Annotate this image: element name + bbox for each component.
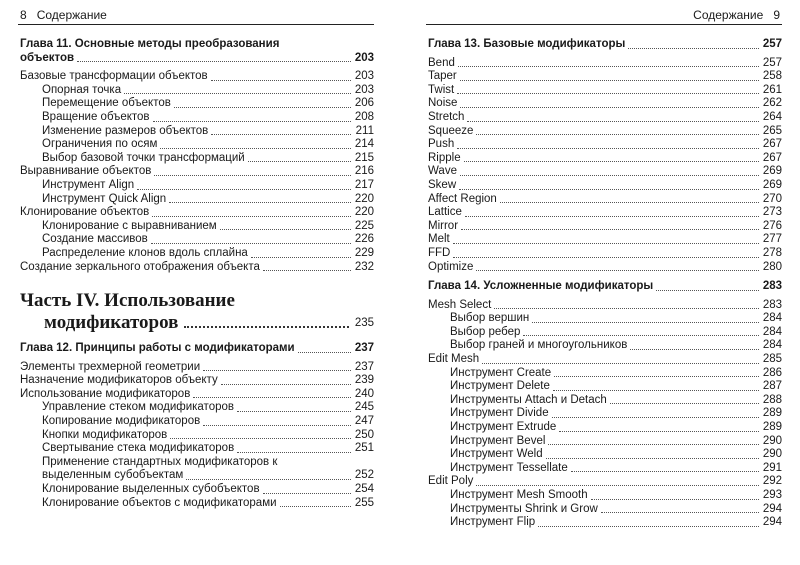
entry-title: Выбор граней и многоугольников bbox=[450, 339, 628, 352]
dot-leader bbox=[151, 242, 351, 244]
toc-entry[interactable] bbox=[428, 353, 782, 367]
entry-title: Skew bbox=[428, 178, 457, 191]
running-head: Содержание bbox=[693, 8, 764, 22]
toc-right bbox=[428, 38, 782, 530]
toc-entry[interactable] bbox=[20, 361, 374, 375]
dot-leader bbox=[476, 133, 759, 135]
dot-leader bbox=[628, 47, 759, 49]
toc-entry[interactable] bbox=[20, 179, 374, 193]
dot-leader bbox=[203, 369, 351, 371]
page-ref: 269 bbox=[762, 178, 782, 191]
page-ref: 289 bbox=[762, 407, 782, 420]
entry-title: Изменение размеров объектов bbox=[42, 124, 209, 137]
toc-entry[interactable] bbox=[428, 179, 782, 193]
chapter-11-entries bbox=[20, 70, 374, 274]
toc-entry[interactable] bbox=[428, 70, 782, 84]
page-ref: 294 bbox=[762, 502, 782, 515]
dot-leader bbox=[559, 430, 759, 432]
running-head: Содержание bbox=[36, 8, 107, 22]
dot-leader bbox=[460, 174, 759, 176]
dot-leader bbox=[453, 242, 759, 244]
dot-leader bbox=[453, 256, 759, 258]
dot-leader bbox=[251, 256, 351, 258]
page-ref: 285 bbox=[762, 353, 782, 366]
page-ref: 251 bbox=[354, 442, 374, 455]
toc-entry[interactable] bbox=[20, 70, 374, 84]
page-ref: 280 bbox=[762, 260, 782, 273]
page-ref: 269 bbox=[762, 165, 782, 178]
entry-title: Инструмент Bevel bbox=[450, 434, 546, 447]
dot-leader bbox=[476, 484, 759, 486]
page-number: 8 bbox=[20, 8, 27, 22]
page-ref: 287 bbox=[762, 380, 782, 393]
dot-leader bbox=[280, 505, 351, 507]
entry-title: FFD bbox=[428, 246, 451, 259]
dot-leader bbox=[460, 106, 759, 108]
chapter-13-entries bbox=[428, 57, 782, 275]
page-ref: 265 bbox=[762, 124, 782, 137]
entry-title: Bend bbox=[428, 56, 455, 69]
entry-title: Выбор базовой точки трансформаций bbox=[42, 151, 245, 164]
entry-title: Инструмент Tessellate bbox=[450, 461, 568, 474]
entry-title: Ограничения по осям bbox=[42, 138, 158, 151]
page-ref: 252 bbox=[354, 469, 374, 482]
dot-leader bbox=[237, 451, 351, 453]
toc-entry[interactable] bbox=[428, 326, 782, 340]
page-ref: 237 bbox=[354, 360, 374, 373]
toc-entry[interactable] bbox=[20, 415, 374, 429]
entry-title: Создание зеркального отображения объекта bbox=[20, 260, 260, 273]
page-number: 9 bbox=[773, 8, 780, 22]
entry-title: Noise bbox=[428, 97, 458, 110]
entry-title: Инструмент Delete bbox=[450, 380, 550, 393]
toc-entry[interactable] bbox=[20, 138, 374, 152]
dot-leader bbox=[457, 92, 759, 94]
entry-title: Клонирование выделенных субобъектов bbox=[42, 483, 260, 496]
entry-title: Инструмент Flip bbox=[450, 516, 536, 529]
entry-title: Squeeze bbox=[428, 124, 474, 137]
page-ref: 262 bbox=[762, 97, 782, 110]
page-ref: 232 bbox=[354, 260, 374, 273]
dot-leader bbox=[591, 498, 759, 500]
dot-leader bbox=[248, 160, 351, 162]
entry-title: Использование модификаторов bbox=[20, 387, 191, 400]
page-header bbox=[20, 8, 107, 22]
chapter-13-heading[interactable] bbox=[428, 38, 782, 52]
dot-leader bbox=[193, 396, 351, 398]
page-ref: 245 bbox=[354, 401, 374, 414]
part-title-line2: модификаторов bbox=[44, 312, 179, 334]
dot-leader bbox=[211, 79, 351, 81]
page-ref: 250 bbox=[354, 428, 374, 441]
dot-leader bbox=[656, 289, 759, 291]
dot-leader bbox=[553, 389, 759, 391]
dot-leader bbox=[532, 321, 759, 323]
page-ref: 255 bbox=[354, 496, 374, 509]
page-ref: 206 bbox=[354, 97, 374, 110]
toc-entry[interactable] bbox=[428, 475, 782, 489]
page-ref: 283 bbox=[762, 298, 782, 311]
toc-entry[interactable] bbox=[428, 111, 782, 125]
chapter-14-heading[interactable] bbox=[428, 280, 782, 294]
dot-leader bbox=[211, 133, 351, 135]
toc-entry[interactable] bbox=[428, 367, 782, 381]
dot-leader bbox=[137, 188, 351, 190]
dot-leader bbox=[552, 416, 759, 418]
toc-entry[interactable] bbox=[428, 84, 782, 98]
dot-leader bbox=[467, 120, 759, 122]
page-ref: 226 bbox=[354, 233, 374, 246]
dot-leader bbox=[610, 402, 759, 404]
page-ref: 290 bbox=[762, 434, 782, 447]
toc-entry[interactable] bbox=[428, 503, 782, 517]
dot-leader bbox=[237, 410, 351, 412]
dot-leader bbox=[457, 147, 759, 149]
entry-title: Опорная точка bbox=[42, 83, 122, 96]
page-ref: 225 bbox=[354, 219, 374, 232]
dot-leader bbox=[153, 120, 351, 122]
page-ref: 203 bbox=[354, 51, 374, 64]
chapter-title-line2: объектов bbox=[20, 51, 75, 64]
chapter-12-entries bbox=[20, 361, 374, 456]
dot-leader bbox=[221, 383, 351, 385]
entry-title: Перемещение объектов bbox=[42, 97, 171, 110]
toc-entry[interactable] bbox=[428, 462, 782, 476]
toc-entry[interactable] bbox=[428, 193, 782, 207]
entry-title: Назначение модификаторов объекту bbox=[20, 374, 218, 387]
toc-entry[interactable] bbox=[428, 299, 782, 313]
toc-entry[interactable] bbox=[428, 421, 782, 435]
page-ref: 247 bbox=[354, 415, 374, 428]
entry-title: Инструмент Extrude bbox=[450, 421, 557, 434]
dot-leader bbox=[461, 228, 759, 230]
page-ref: 278 bbox=[762, 246, 782, 259]
dot-leader bbox=[460, 79, 759, 81]
chapter-14-entries bbox=[428, 299, 782, 530]
toc-entry[interactable] bbox=[428, 516, 782, 530]
entry-title: Выравнивание объектов bbox=[20, 165, 152, 178]
entry-title: Optimize bbox=[428, 260, 474, 273]
toc-entry[interactable] bbox=[428, 380, 782, 394]
entry-title: Stretch bbox=[428, 110, 465, 123]
page-ref: 292 bbox=[762, 475, 782, 488]
entry-title: Клонирование с выравниванием bbox=[42, 219, 217, 232]
dot-leader bbox=[186, 478, 351, 480]
toc-entry[interactable] bbox=[428, 407, 782, 421]
entry-title: Управление стеком модификаторов bbox=[42, 401, 234, 414]
dot-leader bbox=[630, 348, 759, 350]
toc-entry[interactable] bbox=[428, 206, 782, 220]
page-ref: 237 bbox=[354, 342, 374, 355]
page-ref: 286 bbox=[762, 366, 782, 379]
entry-title: Инструменты Shrink и Grow bbox=[450, 502, 598, 515]
dot-leader bbox=[152, 215, 351, 217]
toc-entry[interactable] bbox=[20, 233, 374, 247]
toc-entry[interactable] bbox=[20, 261, 374, 275]
toc-entry[interactable] bbox=[20, 247, 374, 261]
toc-entry[interactable] bbox=[428, 57, 782, 71]
page-ref: 284 bbox=[762, 312, 782, 325]
chapter-title: Глава 12. Принципы работы с модификаторами bbox=[20, 342, 295, 355]
page-ref: 267 bbox=[762, 151, 782, 164]
page-ref: 284 bbox=[762, 325, 782, 338]
toc-entry[interactable] bbox=[428, 312, 782, 326]
dot-leader bbox=[464, 160, 759, 162]
page-ref: 267 bbox=[762, 138, 782, 151]
page-ref: 294 bbox=[762, 516, 782, 529]
page-ref: 254 bbox=[354, 483, 374, 496]
entry-title-line1: Применение стандартных модификаторов к bbox=[42, 455, 278, 468]
toc-entry[interactable] bbox=[428, 97, 782, 111]
dot-leader bbox=[523, 334, 759, 336]
entry-title: Создание массивов bbox=[42, 233, 148, 246]
page-ref: 203 bbox=[354, 83, 374, 96]
dot-leader bbox=[482, 362, 759, 364]
entry-title: Выбор ребер bbox=[450, 325, 521, 338]
page-ref: 258 bbox=[762, 70, 782, 83]
entry-title: Элементы трехмерной геометрии bbox=[20, 360, 201, 373]
entry-title: Вращение объектов bbox=[42, 110, 150, 123]
page-ref: 220 bbox=[354, 192, 374, 205]
dot-leader bbox=[298, 351, 351, 353]
page-ref: 290 bbox=[762, 448, 782, 461]
toc-entry[interactable] bbox=[428, 489, 782, 503]
entry-title: Базовые трансформации объектов bbox=[20, 70, 208, 83]
dot-leader bbox=[546, 457, 759, 459]
page-ref: 276 bbox=[762, 219, 782, 232]
entry-title: Taper bbox=[428, 70, 457, 83]
header-rule bbox=[18, 24, 374, 25]
toc-entry[interactable] bbox=[20, 84, 374, 98]
page-ref: 264 bbox=[762, 110, 782, 123]
entry-title: Клонирование объектов bbox=[20, 206, 150, 219]
entry-title: Edit Poly bbox=[428, 475, 474, 488]
toc-entry[interactable] bbox=[20, 193, 374, 207]
entry-title-line2: выделенным субобъектам bbox=[42, 469, 184, 482]
entry-title: Wave bbox=[428, 165, 457, 178]
dot-leader bbox=[571, 470, 759, 472]
page-ref: 211 bbox=[355, 124, 374, 137]
entry-title: Кнопки модификаторов bbox=[42, 428, 168, 441]
toc-entry[interactable] bbox=[20, 125, 374, 139]
toc-entry[interactable] bbox=[20, 401, 374, 415]
dot-leader bbox=[220, 228, 351, 230]
dot-leader bbox=[263, 269, 351, 271]
dot-leader bbox=[77, 60, 351, 62]
entry-title: Инструменты Attach и Detach bbox=[450, 393, 607, 406]
page-ref: 214 bbox=[354, 138, 374, 151]
right-page bbox=[400, 0, 800, 565]
dot-leader bbox=[458, 65, 759, 67]
entry-title: Инструмент Quick Align bbox=[42, 192, 167, 205]
toc-entry[interactable] bbox=[20, 497, 374, 511]
toc-entry[interactable] bbox=[428, 448, 782, 462]
toc-entry[interactable] bbox=[428, 435, 782, 449]
toc-entry[interactable] bbox=[20, 388, 374, 402]
chapter-11-heading[interactable] bbox=[20, 38, 374, 65]
toc-entry[interactable] bbox=[428, 233, 782, 247]
toc-entry[interactable] bbox=[20, 374, 374, 388]
dot-leader bbox=[124, 92, 351, 94]
page-ref: 283 bbox=[762, 280, 782, 293]
dot-leader bbox=[170, 437, 351, 439]
toc-entry[interactable] bbox=[428, 261, 782, 275]
dot-leader bbox=[263, 492, 351, 494]
page-ref: 288 bbox=[762, 393, 782, 406]
chapter-12-entries-tail bbox=[20, 483, 374, 510]
entry-title: Инструмент Align bbox=[42, 178, 135, 191]
dot-leader bbox=[154, 174, 351, 176]
toc-entry[interactable] bbox=[20, 206, 374, 220]
dot-leader bbox=[476, 269, 759, 271]
dot-leader bbox=[548, 443, 759, 445]
toc-entry[interactable] bbox=[428, 247, 782, 261]
entry-title: Affect Region bbox=[428, 192, 497, 205]
toc-entry[interactable] bbox=[428, 125, 782, 139]
entry-title: Push bbox=[428, 138, 455, 151]
toc-entry[interactable] bbox=[20, 97, 374, 111]
dot-leader bbox=[160, 147, 351, 149]
part-4-heading[interactable] bbox=[20, 290, 374, 334]
dot-leader bbox=[554, 375, 759, 377]
entry-title: Выбор вершин bbox=[450, 312, 530, 325]
page-ref: 203 bbox=[354, 70, 374, 83]
chapter-title: Глава 14. Усложненные модификаторы bbox=[428, 280, 654, 293]
entry-title: Клонирование объектов с модификаторами bbox=[42, 496, 277, 509]
page-ref: 257 bbox=[762, 38, 782, 50]
toc-entry[interactable] bbox=[428, 394, 782, 408]
entry-title: Инструмент Create bbox=[450, 366, 552, 379]
dot-leader bbox=[601, 511, 759, 513]
page-ref: 291 bbox=[762, 461, 782, 474]
dot-leader bbox=[465, 215, 759, 217]
header-rule bbox=[426, 24, 782, 25]
toc-entry[interactable] bbox=[428, 220, 782, 234]
entry-title: Инструмент Divide bbox=[450, 407, 549, 420]
chapter-title: Глава 13. Базовые модификаторы bbox=[428, 38, 626, 50]
page-ref: 261 bbox=[762, 83, 782, 96]
page-ref: 220 bbox=[354, 206, 374, 219]
toc-left bbox=[20, 38, 374, 510]
chapter-12-heading[interactable] bbox=[20, 342, 374, 356]
toc-entry[interactable] bbox=[428, 339, 782, 353]
entry-title: Melt bbox=[428, 233, 450, 246]
dot-leader bbox=[184, 325, 348, 328]
entry-title: Инструмент Mesh Smooth bbox=[450, 489, 588, 501]
toc-entry[interactable] bbox=[20, 456, 374, 483]
page-ref: 257 bbox=[762, 56, 782, 69]
chapter-title-line1: Глава 11. Основные методы преобразования bbox=[20, 38, 280, 50]
page-ref: 229 bbox=[354, 246, 374, 259]
page-ref: 293 bbox=[762, 489, 782, 501]
dot-leader bbox=[459, 188, 759, 190]
entry-title: Свертывание стека модификаторов bbox=[42, 442, 235, 455]
toc-entry[interactable] bbox=[20, 220, 374, 234]
entry-title: Edit Mesh bbox=[428, 353, 480, 366]
toc-entry[interactable] bbox=[20, 111, 374, 125]
entry-title: Mirror bbox=[428, 219, 459, 232]
dot-leader bbox=[174, 106, 351, 108]
entry-title: Распределение клонов вдоль сплайна bbox=[42, 246, 248, 259]
toc-entry[interactable] bbox=[20, 483, 374, 497]
page-ref: 235 bbox=[354, 317, 374, 330]
page-ref: 289 bbox=[762, 421, 782, 434]
dot-leader bbox=[500, 201, 759, 203]
entry-title: Lattice bbox=[428, 206, 462, 219]
toc-entry[interactable] bbox=[428, 165, 782, 179]
entry-title: Инструмент Weld bbox=[450, 448, 543, 461]
part-title-line1: Часть IV. Использование bbox=[20, 290, 235, 312]
page-ref: 284 bbox=[762, 339, 782, 352]
toc-entry[interactable] bbox=[20, 152, 374, 166]
page-ref: 270 bbox=[762, 192, 782, 205]
entry-title: Twist bbox=[428, 83, 455, 96]
dot-leader bbox=[169, 201, 351, 203]
entry-title: Ripple bbox=[428, 151, 461, 164]
entry-title: Копирование модификаторов bbox=[42, 415, 201, 428]
page-ref: 273 bbox=[762, 206, 782, 219]
page-ref: 217 bbox=[354, 178, 374, 191]
entry-title: Mesh Select bbox=[428, 298, 492, 311]
page-ref: 215 bbox=[354, 151, 374, 164]
page-ref: 216 bbox=[354, 165, 374, 178]
page-ref: 277 bbox=[762, 233, 782, 246]
dot-leader bbox=[494, 307, 759, 309]
toc-entry[interactable] bbox=[20, 429, 374, 443]
toc-entry[interactable] bbox=[428, 138, 782, 152]
toc-entry[interactable] bbox=[428, 152, 782, 166]
page-ref: 239 bbox=[354, 374, 374, 387]
page-ref: 208 bbox=[354, 110, 374, 123]
dot-leader bbox=[203, 424, 351, 426]
dot-leader bbox=[538, 525, 759, 527]
page-header bbox=[693, 8, 780, 22]
toc-entry[interactable] bbox=[20, 165, 374, 179]
page-ref: 240 bbox=[354, 387, 374, 400]
toc-entry[interactable] bbox=[20, 442, 374, 456]
